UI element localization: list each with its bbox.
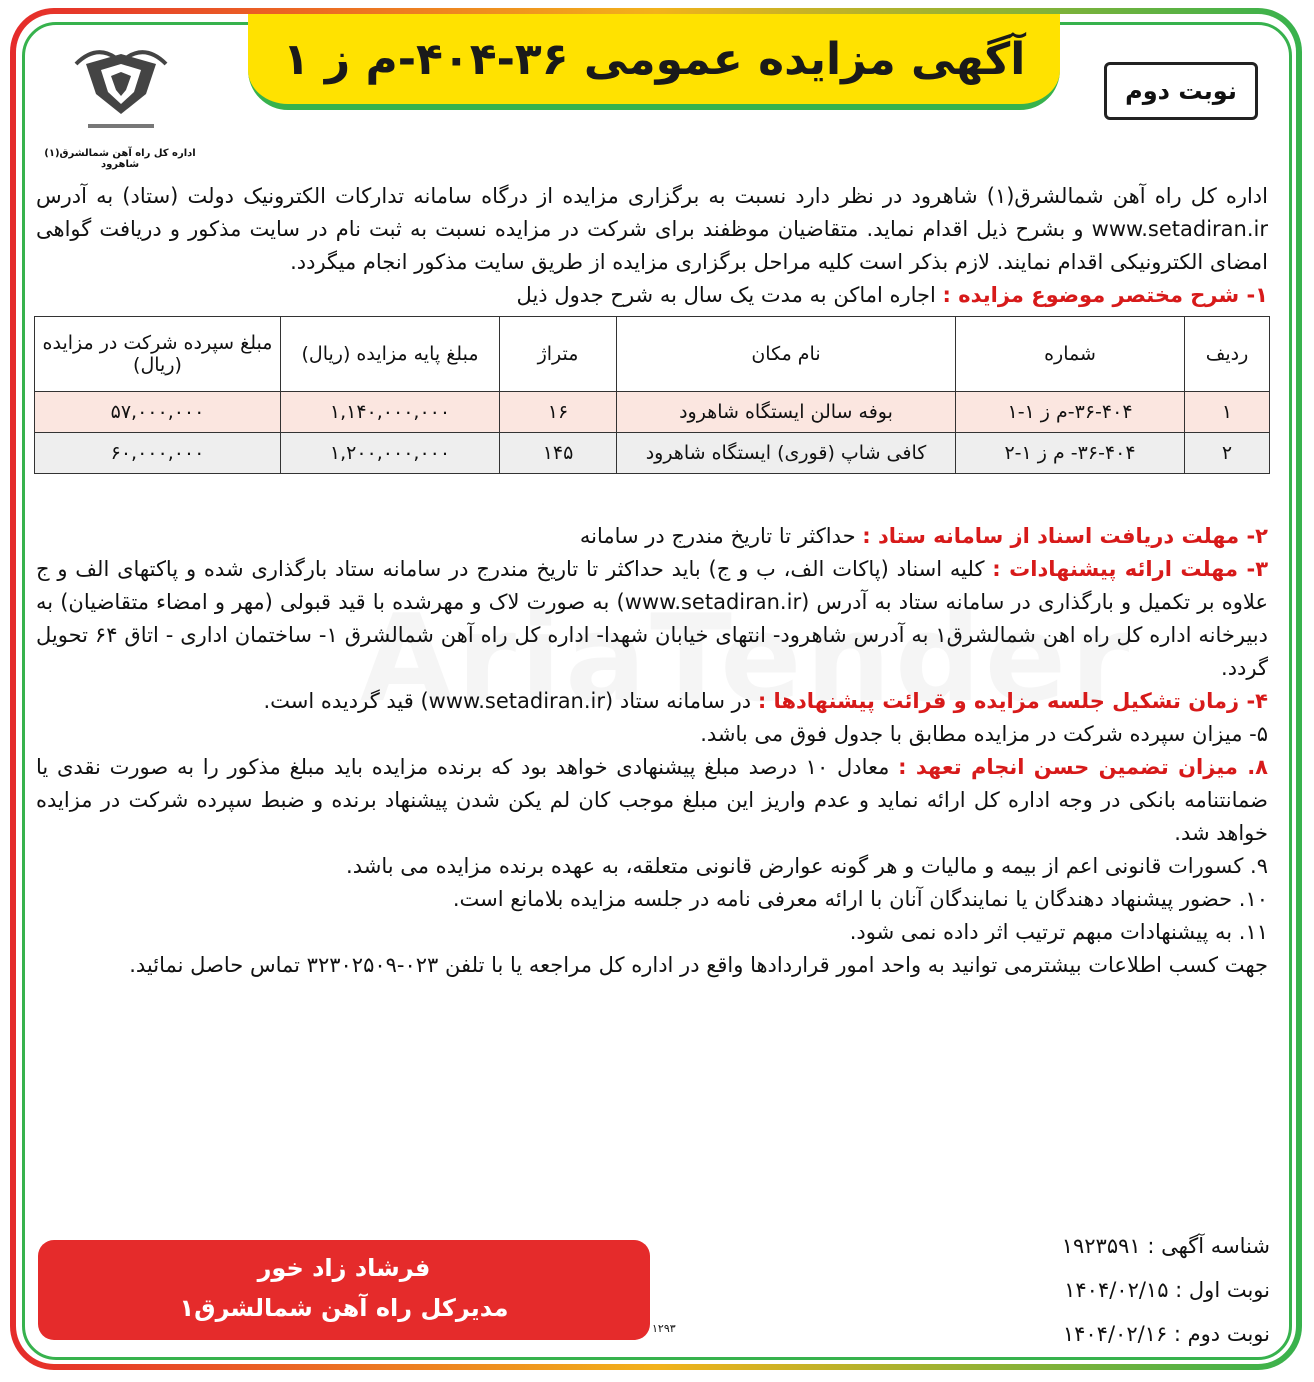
section-1-text: اجاره اماکن به مدت یک سال به شرح جدول ذیل: [516, 283, 936, 307]
col-header-area: متراژ: [500, 317, 617, 392]
turn-badge-label: نوبت دوم: [1125, 77, 1237, 105]
ad-id: شناسه آگهی : ۱۹۲۳۵۹۱: [1061, 1234, 1270, 1258]
cell-deposit: ۵۷,۰۰۰,۰۰۰: [35, 392, 281, 433]
title-banner: [248, 14, 1060, 110]
contact-info: جهت کسب اطلاعات بیشترمی توانید به واحد امور قراردادها واقع در اداره کل مراجعه یا با تلفن ۰۲۳-۳۲۳۰۲۵۰۹ تماس حاصل نمائید.: [129, 953, 1268, 977]
section-4-heading: ۴- زمان تشکیل جلسه مزایده و قرائت پیشنهادها :: [757, 689, 1268, 713]
col-header-deposit: مبلغ سپرده شرکت در مزایده (ریال): [35, 317, 281, 392]
section-3-heading: ۳- مهلت ارائه پیشنهادات :: [992, 557, 1269, 581]
item-11: ۱۱. به پیشنهادات مبهم ترتیب اثر داده نمی شود.: [849, 920, 1268, 944]
page-title: آگهی مزایده عمومی ۳۶-۴۰۴-م ز ۱: [282, 33, 1026, 85]
logo-caption: اداره کل راه آهن شمالشرق(۱) شاهرود: [44, 148, 196, 170]
table-header-row: [35, 317, 1270, 392]
section-4: [36, 685, 1268, 718]
col-header-row-number: ردیف: [1185, 317, 1270, 392]
first-turn-date: نوبت اول : ۱۴۰۴/۰۲/۱۵: [1064, 1278, 1270, 1302]
cell-code: ۳۶-۴۰۴- م ز ۱-۲: [956, 433, 1185, 474]
signature-box: [38, 1240, 650, 1340]
item-10: ۱۰. حضور پیشنهاد دهندگان یا نمایندگان آنان با ارائه معرفی نامه در جلسه مزایده بلامانع است.: [452, 887, 1268, 911]
auction-table: [34, 316, 1270, 474]
cell-area: ۱۴۵: [500, 433, 617, 474]
section-8-heading: ۸. میزان تضمین حسن انجام تعهد :: [898, 755, 1268, 779]
intro-paragraph: اداره کل راه آهن شمالشرق(۱) شاهرود در نظر دارد نسبت به برگزاری مزایده از درگاه سامانه تدارکات الکترونیک دولت (ستاد) به آدرس www.setadiran.ir و بشرح ذیل اقدام نماید. متقاضیان موظفند برای شرکت در مزایده نسبت به ثبت نام در سایت مذکور و دریافت گواهی امضای الکترونیکی اقدام نمایند. لازم بذکر است کلیه مراحل برگزاری مزایده از طریق سایت مذکور انجام میگردد.: [36, 184, 1268, 274]
announcement-body: [36, 180, 1268, 982]
item-5: ۵- میزان سپرده شرکت در مزایده مطابق با جدول فوق می باشد.: [700, 722, 1268, 746]
section-3-text: کلیه اسناد (پاکات الف، ب و ج) باید حداکثر تا تاریخ مندرج در سامانه ستاد بارگذاری شده و پاکتهای الف و ج علاوه بر تکمیل و بارگذاری در سامانه ستاد به آدرس (www.setadiran.ir) به صورت لاک و مهرشده با قید قبولی (مهر و امضاء متقاضیان) به دبیرخانه اداره کل راه اهن شمالشرق۱ به آدرس شاهرود- انتهای خیابان شهدا- اداره کل راه آهن شمالشرق ۱- ساختمان اداری - اتاق ۶۴ تحویل گردد.: [36, 557, 1268, 680]
signatory-name: فرشاد زاد خور: [257, 1254, 431, 1282]
second-turn-date: نوبت دوم : ۱۴۰۴/۰۲/۱۶: [1062, 1322, 1270, 1346]
cell-place: کافی شاپ (قوری) ایستگاه شاهرود: [617, 433, 956, 474]
section-2-heading: ۲- مهلت دریافت اسناد از سامانه ستاد :: [862, 524, 1268, 548]
cell-place: بوفه سالن ایستگاه شاهرود: [617, 392, 956, 433]
section-4-text: در سامانه ستاد (www.setadiran.ir) قید گردیده است.: [263, 689, 752, 713]
cell-deposit: ۶۰,۰۰۰,۰۰۰: [35, 433, 281, 474]
cell-row-number: ۲: [1185, 433, 1270, 474]
table-row: [35, 433, 1270, 474]
cell-code: ۳۶-۴۰۴-م ز ۱-۱: [956, 392, 1185, 433]
section-1: [36, 279, 1268, 312]
section-8: [36, 751, 1268, 850]
turn-badge: [1104, 62, 1258, 120]
section-2: [36, 520, 1268, 553]
cell-base-price: ۱,۲۰۰,۰۰۰,۰۰۰: [281, 433, 500, 474]
col-header-code: شماره: [956, 317, 1185, 392]
col-header-base-price: مبلغ پایه مزایده (ریال): [281, 317, 500, 392]
ad-meta: [1062, 1224, 1270, 1356]
section-8-text: معادل ۱۰ درصد مبلغ پیشنهادی خواهد بود که برنده مزایده باید مبلغ مذکور را به صورت نقدی یا ضمانتنامه بانکی در وجه اداره کل ارائه نماید و عدم واریز این مبلغ موجب کان لم یکن شدن پیشنهاد برنده و ضبط سپرده شرکت در مزایده خواهد شد.: [36, 755, 1268, 845]
table-row: [35, 392, 1270, 433]
cell-area: ۱۶: [500, 392, 617, 433]
section-2-text: حداکثر تا تاریخ مندرج در سامانه: [579, 524, 856, 548]
item-9: ۹. کسورات قانونی اعم از بیمه و مالیات و هر گونه عوارض قانونی متعلقه، به عهده برنده مزایده می باشد.: [346, 854, 1268, 878]
footnote-number: ۱۲۹۳: [652, 1322, 676, 1335]
railway-logo-icon: [66, 44, 176, 140]
cell-base-price: ۱,۱۴۰,۰۰۰,۰۰۰: [281, 392, 500, 433]
signatory-title: مدیرکل راه آهن شمالشرق۱: [179, 1294, 509, 1322]
section-1-heading: ۱- شرح مختصر موضوع مزایده :: [942, 283, 1268, 307]
section-3: [36, 553, 1268, 685]
col-header-place: نام مکان: [617, 317, 956, 392]
cell-row-number: ۱: [1185, 392, 1270, 433]
